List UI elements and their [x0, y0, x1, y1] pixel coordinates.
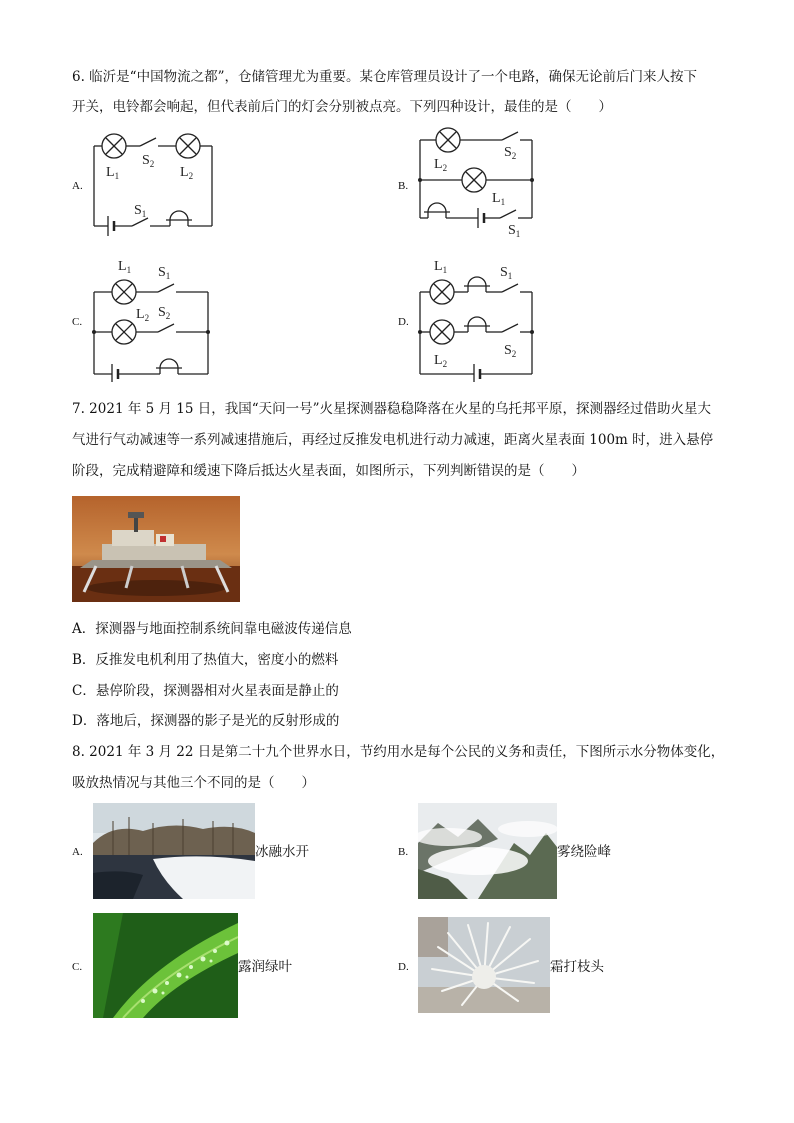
svg-text:L2: $L_2$ — [434, 157, 448, 173]
svg-text:L2: $L_2$ — [434, 353, 448, 369]
foggy-peak-photo — [418, 803, 557, 899]
q8-option-a-letter: A. — [72, 846, 83, 858]
q6-circuit-c — [88, 256, 214, 382]
svg-text:S2: $S_2$ — [504, 145, 517, 161]
q8-option-c-letter: C. — [72, 961, 83, 973]
q8-option-d-letter: D. — [398, 961, 409, 973]
q6-stem-line1: 6. 临沂是“中国物流之都”，仓储管理尤为重要。某仓库管理员设计了一个电路，确保无论前后门来人按下 — [72, 69, 697, 85]
mars-lander-photo — [72, 496, 240, 602]
q6-circuit-b — [414, 122, 540, 242]
q8-option-d-caption: 霜打枝头 — [550, 959, 604, 975]
q8-option-c-caption: 露润绿叶 — [238, 959, 292, 975]
q6-circuit-a — [90, 128, 220, 240]
q6-option-d-label: D. — [398, 316, 409, 328]
svg-text:L2: $L_2$ — [136, 307, 150, 323]
q6-stem-line2: 开关，电铃都会响起，但代表前后门的灯会分别被点亮。下列四种设计，最佳的是（ ） — [72, 99, 612, 115]
q6-option-a-label: A. — [72, 180, 83, 192]
svg-text:L1: $L_1$ — [492, 191, 506, 207]
svg-text:S1: $S_1$ — [508, 223, 521, 239]
q7-option-c: C．悬停阶段，探测器相对火星表面是静止的 — [72, 683, 339, 699]
q8-stem-line2: 吸放热情况与其他三个不同的是（ ） — [72, 775, 315, 791]
q6-option-c-label: C. — [72, 316, 83, 328]
svg-text:S1: $S_1$ — [158, 265, 171, 281]
svg-text:S1: $S_1$ — [500, 265, 513, 281]
q7-stem-line1: 7. 2021 年 5 月 15 日，我国“天问一号”火星探测器稳稳降落在火星的乌托邦平原，探测器经过借助火星大 — [72, 401, 712, 417]
svg-text:S2: $S_2$ — [142, 153, 155, 169]
q6-option-b-label: B. — [398, 180, 409, 192]
svg-text:L1: $L_1$ — [434, 259, 448, 275]
svg-text:L1: $L_1$ — [118, 259, 132, 275]
svg-text:L2: $L_2$ — [180, 165, 194, 181]
svg-text:S2: $S_2$ — [158, 305, 171, 321]
frost-branch-photo — [418, 917, 550, 1013]
q7-option-b: B．反推发电机利用了热值大，密度小的燃料 — [72, 652, 339, 668]
ice-melting-photo — [93, 803, 255, 899]
q7-stem-line2: 气进行气动减速等一系列减速措施后，再经过反推发电机进行动力减速，距离火星表面 100m 时，进入悬停 — [72, 432, 714, 448]
svg-text:S1: $S_1$ — [134, 203, 147, 219]
q8-stem-line1: 8. 2021 年 3 月 22 日是第二十九个世界水日，节约用水是每个公民的义务和责任，下图所示水分物体变化， — [72, 744, 725, 760]
dew-leaf-photo — [93, 913, 238, 1018]
q6-circuit-d — [414, 256, 540, 382]
q7-stem-line3: 阶段，完成精避障和缓速下降后抵达火星表面，如图所示，下列判断错误的是（ ） — [72, 463, 585, 479]
q8-option-b-letter: B. — [398, 846, 409, 858]
svg-text:L1: $L_1$ — [106, 165, 120, 181]
q7-option-d: D．落地后，探测器的影子是光的反射形成的 — [72, 713, 340, 729]
q8-option-a-caption: 冰融水开 — [255, 844, 309, 860]
q8-option-b-caption: 雾绕险峰 — [557, 844, 611, 860]
svg-text:S2: $S_2$ — [504, 343, 517, 359]
q7-option-a: A．探测器与地面控制系统间靠电磁波传递信息 — [72, 621, 352, 637]
